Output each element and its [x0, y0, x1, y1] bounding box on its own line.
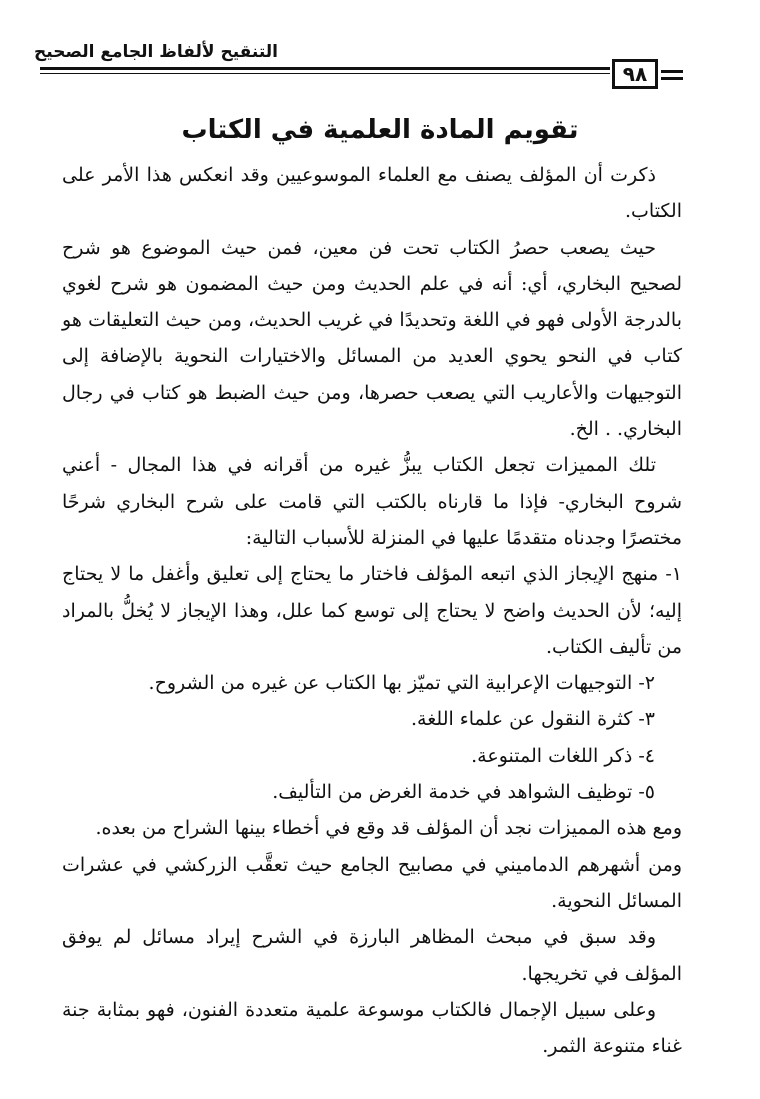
- paragraph-errors: ومع هذه المميزات نجد أن المؤلف قد وقع في أخطاء بينها الشراح من بعده.: [95, 817, 682, 840]
- paragraph-merits: تلك المميزات تجعل الكتاب يبزُّ غيره من أقرانه في هذا المجال - أعني شروح البخاري- فإذا ما قارناه بالكتب التي قامت على شرح البخاري شرحًا مختصرًا وجدناه متقدمًا عليها في المنزلة للأسباب التالية:: [62, 454, 682, 549]
- section-title: تقويم المادة العلمية في الكتاب: [181, 115, 579, 145]
- reason-item-2: ٢- التوجيهات الإعرابية التي تميّز بها الكتاب عن غيره من الشروح.: [148, 672, 655, 695]
- page-number: ٩٨: [612, 59, 658, 89]
- header-rule-thick: [40, 67, 610, 70]
- paragraph-summary: وعلى سبيل الإجمال فالكتاب موسوعة علمية متعددة الفنون، فهو بمثابة جنة غناء متنوعة الثمر.: [62, 998, 682, 1058]
- paragraph-damamini: ومن أشهرهم الدماميني في مصابيح الجامع حيث تعقَّب الزركشي في عشرات المسائل النحوية.: [62, 853, 682, 912]
- paragraph-scope: حيث يصعب حصرُ الكتاب تحت فن معين، فمن حيث الموضوع هو شرح لصحيح البخاري، أي: أنه في علم الحديث ومن حيث المضمون هو شرح لغوي بالدرجة الأولى فهو في اللغة وتحديدًا في غريب الحديث، ومن حيث التعليقات هو كتاب في النحو يحوي العديد من المسائل والاختيارات النحوية بالإضافة إلى التوجيهات والأعاريب التي يصعب حصرها، ومن حيث الضبط هو كتاب في رجال البخاري. . الخ.: [62, 236, 682, 441]
- reason-item-1: ١- منهج الإيجاز الذي اتبعه المؤلف فاختار ما يحتاج إلى تعليق وأغفل ما لا يحتاج إليه؛ لأن الحديث واضح لا يحتاج إلى توسع كما علل، وهذا الإيجاز لا يُخلُّ بالمراد من تأليف الكتاب.: [62, 563, 682, 658]
- paragraph-intro: ذكرت أن المؤلف يصنف مع العلماء الموسوعيين وقد انعكس هذا الأمر على الكتاب.: [62, 164, 682, 223]
- reason-item-5: ٥- توظيف الشواهد في خدمة الغرض من التأليف.: [272, 781, 655, 804]
- paragraph-previous-chapter: وقد سبق في مبحث المظاهر البارزة في الشرح إيراد مسائل لم يوفق المؤلف في تخريجها.: [62, 926, 682, 985]
- reason-item-3: ٣- كثرة النقول عن علماء اللغة.: [411, 708, 655, 731]
- header-rule-stub-lower: [661, 77, 683, 80]
- header-rule-thin: [40, 73, 610, 74]
- running-title: التنقيح لألفاظ الجامع الصحيح: [34, 42, 278, 62]
- header-rule-stub-upper: [661, 70, 683, 73]
- body-text: [62, 157, 682, 1064]
- reason-item-4: ٤- ذكر اللغات المتنوعة.: [471, 744, 655, 767]
